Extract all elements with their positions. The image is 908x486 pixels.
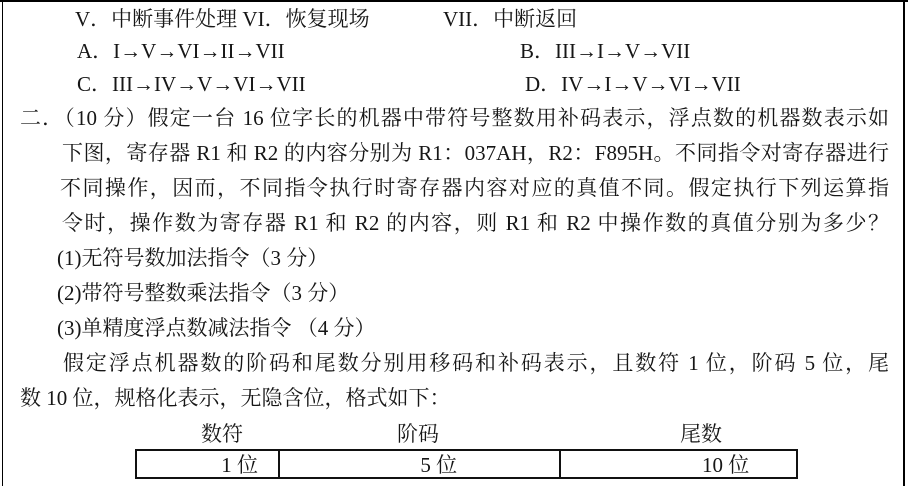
table-cell-mantissa-bits: 10 位 — [559, 451, 796, 477]
question2-line1: 二．（10 分）假定一台 16 位字长的机器中带符号整数用补码表示，浮点数的机器数表示如 — [20, 106, 889, 130]
table-header-exponent: 阶码 — [397, 422, 439, 446]
float-format-table — [135, 449, 798, 479]
question2-note-line2: 数 10 位，规格化表示，无隐含位，格式如下： — [20, 386, 451, 410]
question2-subitem-1: (1)无符号数加法指令（3 分） — [57, 246, 329, 270]
choice-a: A．I→V→VI→II→VII — [77, 39, 285, 63]
table-cell-exponent-bits: 5 位 — [278, 451, 559, 477]
question2-subitem-2: (2)带符号整数乘法指令（3 分） — [57, 281, 350, 305]
choice-c: C．III→IV→V→VI→VII — [77, 72, 306, 96]
question2-note-line1: 假定浮点机器数的阶码和尾数分别用移码和补码表示，且数符 1 位，阶码 5 位，尾 — [63, 351, 889, 375]
choice-b: B．III→I→V→VII — [520, 39, 691, 63]
roman-items-right: VII．中断返回 — [443, 7, 578, 31]
question2-line3: 不同操作，因而，不同指令执行时寄存器内容对应的真值不同。假定执行下列运算指 — [60, 176, 889, 200]
roman-items-left: V．中断事件处理 VI．恢复现场 — [75, 7, 370, 31]
question2-subitem-3: (3)单精度浮点数减法指令 （4 分） — [57, 316, 376, 340]
page-border-top — [0, 0, 908, 2]
page-border-left — [2, 0, 3, 486]
table-cell-sign-bits: 1 位 — [221, 453, 259, 477]
table-header-mantissa: 尾数 — [680, 422, 722, 446]
question2-line2: 下图，寄存器 R1 和 R2 的内容分别为 R1：037AH，R2：F895H。不同指令对寄存器进行 — [62, 141, 889, 165]
page-border-right — [903, 0, 905, 486]
choice-d: D．IV→I→V→VI→VII — [525, 72, 741, 96]
question2-line4: 令时，操作数为寄存器 R1 和 R2 的内容，则 R1 和 R2 中操作数的真值分别为多少？ — [62, 211, 889, 235]
table-header-sign: 数符 — [201, 422, 243, 446]
